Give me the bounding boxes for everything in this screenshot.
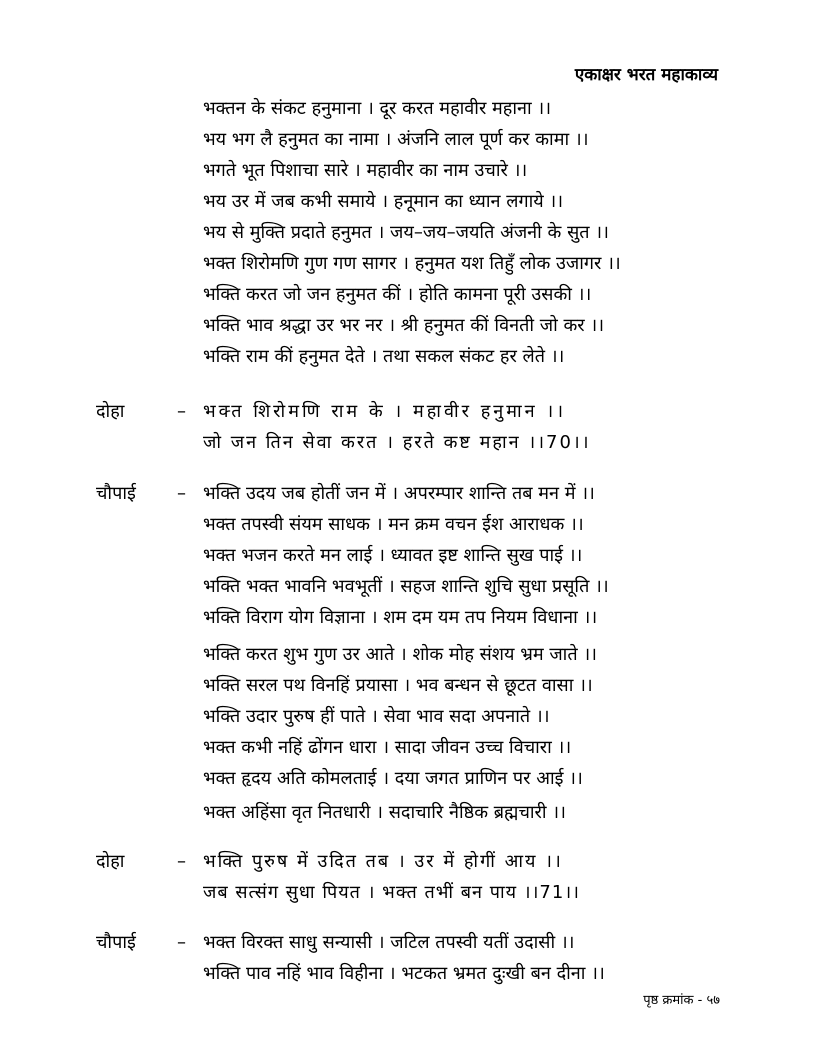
verse-line: भक्त अहिंसा वृत नितधारी । सदाचारि नैष्ठिक ब्रह्मचारी ।। [203,802,566,823]
verse-line: भय उर में जब कभी समाये । हनूमान का ध्यान लगाये ।। [203,191,564,212]
verse-line: भक्ति भक्त भावनि भवभूतीं । सहज शान्ति शुचि सुधा प्रसूति ।। [203,576,609,597]
doha-line: जो जन तिन सेवा करत । हरते कष्ट महान ।।70।। [203,432,591,453]
chaupai-label: चौपाई [96,483,136,504]
verse-line: भक्त शिरोमणि गुण गण सागर । हनुमत यश तिहुँ लोक उजागर ।। [203,253,621,274]
verse-line: भक्त भजन करते मन लाई । ध्यावत इष्ट शान्ति सुख पाई ।। [203,545,583,566]
verse-line: भक्त हृदय अति कोमलताई । दया जगत प्राणिन पर आई ।। [203,768,583,789]
label-dash: – [177,851,186,872]
verse-line: भक्ति करत जो जन हनुमत कीं । होति कामना पूरी उसकी ।। [203,284,592,305]
label-dash: – [177,483,186,504]
book-title: एकाक्षर भरत महाकाव्य [574,65,718,85]
verse-line: भक्ति भाव श्रद्धा उर भर नर । श्री हनुमत कीं विनती जो कर ।। [203,315,605,336]
doha-label: दोहा [96,851,125,872]
verse-line: भगते भूत पिशाचा सारे । महावीर का नाम उचारे ।। [203,160,528,181]
verse-line: भय भग लै हनुमत का नामा । अंजनि लाल पूर्ण कर कामा ।। [203,129,589,150]
doha-line: भक्ति पुरुष में उदित तब । उर में होगीं आय ।। [203,851,563,872]
verse-line: भक्ति सरल पथ विनहिं प्रयासा । भव बन्धन से छूटत वासा ।। [203,675,593,696]
verse-line: भक्त कभी नहिं ढोंगन धारा । सादा जीवन उच्च विचारा ।। [203,737,572,758]
verse-line: भक्ति उदय जब होतीं जन में । अपरम्पार शान्ति तब मन में ।। [203,483,595,504]
verse-line: भक्त विरक्त साधु सन्यासी । जटिल तपस्वी यतीं उदासी ।। [203,932,575,953]
chaupai-label: चौपाई [96,932,136,953]
verse-line: भक्तन के संकट हनुमाना । दूर करत महावीर महाना ।। [203,98,552,119]
verse-line: भक्त तपस्वी संयम साधक । मन क्रम वचन ईश आराधक ।। [203,514,584,535]
verse-line: भक्ति विराग योग विज्ञाना । शम दम यम तप नियम विधाना ।। [203,607,598,628]
doha-label: दोहा [96,401,125,422]
page-number: पृष्ठ क्रमांक - ५७ [643,993,720,1008]
label-dash: – [177,401,186,422]
verse-line: भक्ति उदार पुरुष हीं पाते । सेवा भाव सदा अपनाते ।। [203,706,550,727]
verse-line: भक्ति पाव नहिं भाव विहीना । भटकत भ्रमत दुःखी बन दीना ।। [203,963,605,984]
verse-line: भक्ति करत शुभ गुण उर आते । शोक मोह संशय भ्रम जाते ।। [203,644,597,665]
label-dash: – [177,932,186,953]
doha-line: भक्त शिरोमणि राम के । महावीर हनुमान ।। [203,401,567,422]
doha-line: जब सत्संग सुधा पियत । भक्त तभीं बन पाय ।।71।। [203,882,580,903]
verse-line: भय से मुक्ति प्रदाते हनुमत । जय–जय–जयति अंजनी के सुत ।। [203,222,609,243]
verse-line: भक्ति राम कीं हनुमत देते । तथा सकल संकट हर लेते ।। [203,346,565,367]
